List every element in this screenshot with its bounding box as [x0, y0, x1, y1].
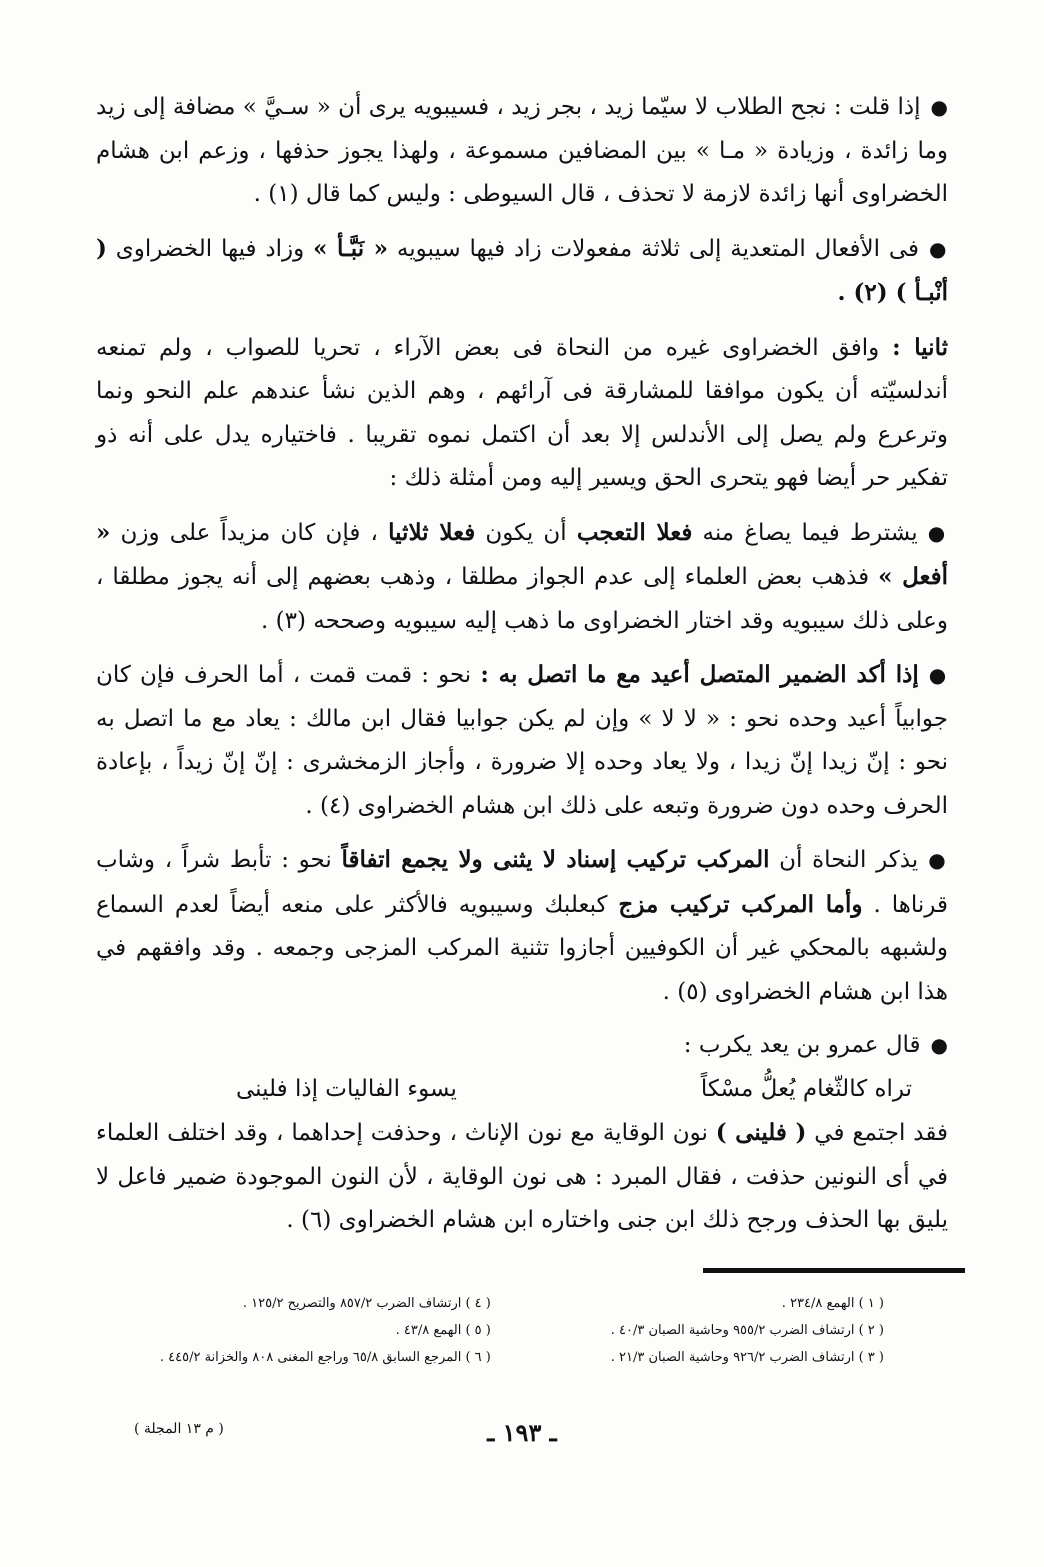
- paragraph-3: ثانيا : وافق الخضراوى غيره من النحاة فى بعض الآراء ، تحريا للصواب ، ولم تمنعه أندلسيّته أن يكون موافقا للمشارقة فى آرائهم ، وهم الذين نشأ عندهم علم النحو ونما وترعرع ولم يصل إلى الأندلس إلا بعد أن اكتمل نموه تقريبا . فاختياره يدل على أنه ذو تفكير حر أيضا فهو يتحرى الحق ويسير إليه ومن أمثلة ذلك :: [96, 333, 948, 491]
- section-lead: ثانيا :: [892, 333, 948, 361]
- footnotes: [128, 1290, 884, 1371]
- bullet-icon: ●: [929, 236, 948, 261]
- footnote-6: ( ٦ ) المرجع السابق ٦٥/٨ وراجع المغنى ٨٠٨ والخزانة ٤٤٥/٢ .: [159, 1350, 491, 1365]
- footnote-1: ( ١ ) الهمع ٢٣٤/٨ .: [781, 1296, 884, 1311]
- bullet-icon: ●: [930, 1033, 948, 1057]
- paragraph-4: ●يشترط فيما يصاغ منه فعلا التعجب أن يكون فعلا ثلاثيا ، فإن كان مزيداً على وزن « أفعل » فذهب بعض العلماء إلى عدم الجواز مطلقا ، وذهب بعضهم إلى أنه يجوز مطلقا ، وعلى ذلك سيبويه وقد اختار الخضراوى ما ذهب إليه سيبويه وصححه (٣) .: [96, 518, 949, 634]
- body-text: [96, 86, 948, 1253]
- bullet-icon: ●: [928, 663, 949, 687]
- bullet-icon: ●: [928, 848, 949, 872]
- footnotes-left-column: [128, 1290, 491, 1371]
- footnote-4: ( ٤ ) ارتشاف الضرب ٨٥٧/٢ والتصريح ١٢٥/٢ .: [242, 1296, 491, 1311]
- footnotes-right-column: [521, 1290, 884, 1371]
- paragraph-5: ●إذا أكد الضمير المتصل أعيد مع ما اتصل به : نحو : قمت قمت ، أما الحرف فإن كان جوابياً أعيد وحده نحو : « لا لا » وإن لم يكن جوابيا فقال ابن مالك : يعاد مع ما اتصل به نحو : إنّ زيدا إنّ زيدا ، ولا يعاد وحده إلا ضرورة ، وأجاز الزمخشرى : إنّ إنّ زيداً ، بإعادة الحرف وحده دون ضرورة وتبعه على ذلك ابن هشام الخضراوى (٤) .: [96, 661, 949, 819]
- verse-second-hemistich: يسوء الفاليات إذا فلينى: [236, 1075, 457, 1102]
- paragraph-1: ●إذا قلت : نجح الطلاب لا سيّما زيد ، بجر زيد ، فسيبويه يرى أن « سـيَّ » مضافة إلى زيد وما زائدة ، وزيادة « مـا » بين المضافين مسموعة ، ولهذا يجوز حذفها ، وزعم ابن هشام الخضراوى أنها زائدة لازمة لا تحذف ، قال السيوطى : وليس كما قال (١) .: [96, 94, 948, 207]
- bullet-icon: ●: [927, 520, 949, 545]
- bullet-icon: ●: [930, 95, 948, 119]
- footnote-3: ( ٣ ) ارتشاف الضرب ٩٢٦/٢ وحاشية الصبان ٢١/٣ .: [610, 1350, 884, 1365]
- footnote-5: ( ٥ ) الهمع ٤٣/٨ .: [395, 1323, 491, 1338]
- paragraph-7-intro: ●قال عمرو بن يعد يكرب :: [683, 1032, 948, 1058]
- poetry-verse: [96, 1068, 948, 1112]
- paragraph-2: ●فى الأفعال المتعدية إلى ثلاثة مفعولات زاد فيها سيبويه « نَبَّـأ » وزاد فيها الخضراوى ( أنْبـأ ) (٢) .: [96, 234, 948, 306]
- footnote-2: ( ٢ ) ارتشاف الضرب ٩٥٥/٢ وحاشية الصبان ٤٠/٣ .: [610, 1323, 884, 1338]
- footnote-divider: [703, 1268, 965, 1273]
- verse-first-hemistich: تراه كالثّغام يُعلُّ مسْكاً: [700, 1075, 912, 1102]
- paragraph-7: فقد اجتمع في ( فلينى ) نون الوقاية مع نون الإناث ، وحذفت إحداهما ، وقد اختلف العلماء في أى النونين حذفت ، فقال المبرد : هى نون الوقاية ، لأن النون الموجودة ضمير فاعل لا يليق بها الحذف ورجح ذلك ابن جنى واختاره ابن هشام الخضراوى (٦) .: [96, 1119, 948, 1233]
- printer-signature: ( م ١٣ المجلة ): [134, 1421, 224, 1437]
- paragraph-6: ●يذكر النحاة أن المركب تركيب إسناد لا يثنى ولا يجمع اتفاقاً نحو : تأبط شراً ، وشاب قرناها . وأما المركب تركيب مزج كبعلبك وسيبويه فالأكثر على منعه أيضاً لعدم السماع ولشبهه بالمحكي غير أن الكوفيين أجازوا تثنية المركب المزجى وجمعه . وقد وافقهم في هذا ابن هشام الخضراوى (٥) .: [96, 846, 949, 1005]
- page-number: ـ ١٩٣ ـ: [487, 1418, 557, 1447]
